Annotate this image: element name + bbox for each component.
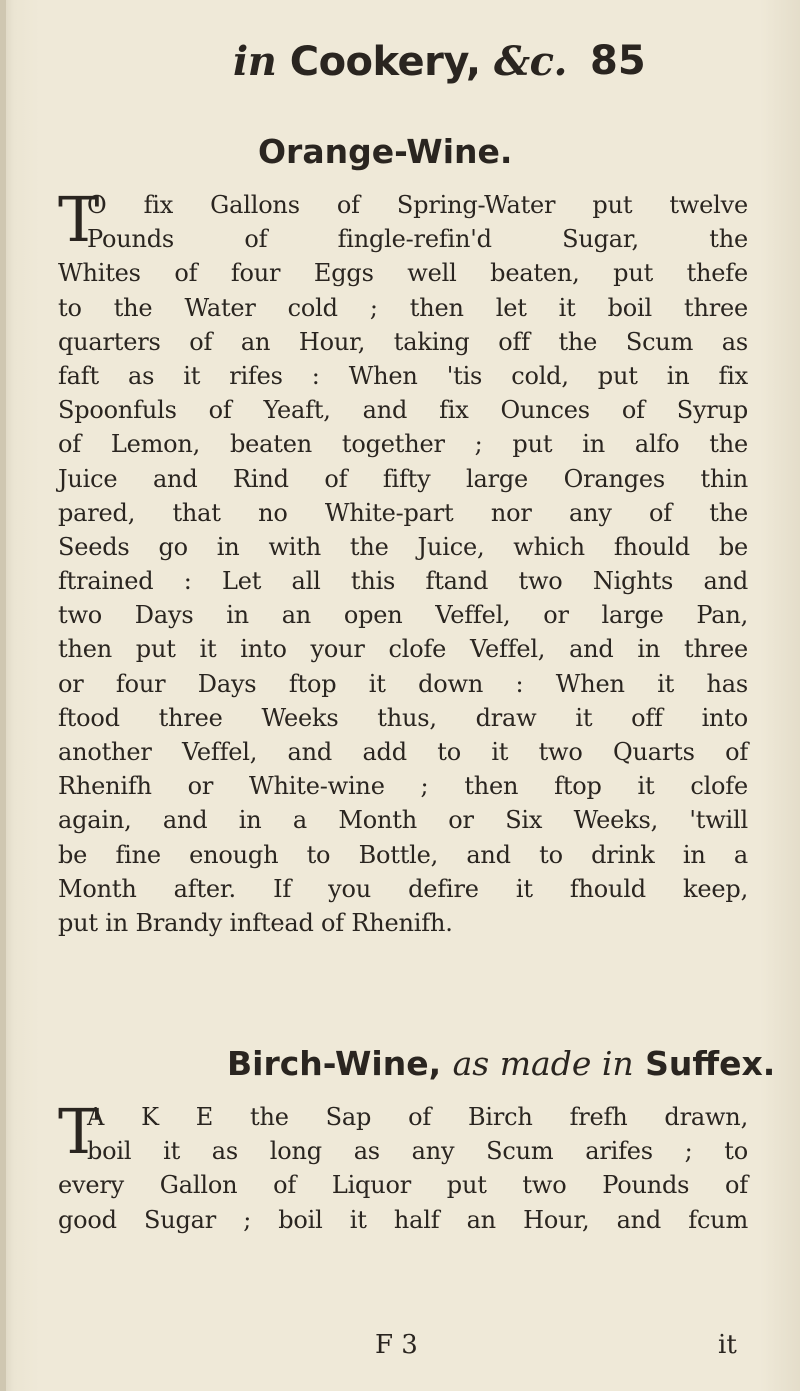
- running-title-etc: &c.: [494, 38, 567, 85]
- drop-capital: T: [58, 1095, 100, 1168]
- recipe-title-orange-wine: Orange-Wine.: [258, 132, 513, 171]
- text-line: Rhenifh or White-wine ; then ftop it clofe: [58, 772, 748, 801]
- signature-mark: F 3: [375, 1330, 418, 1360]
- text-line: Whites of four Eggs well beaten, put thefe: [58, 259, 748, 288]
- text-line: quarters of an Hour, taking off the Scum as: [58, 327, 748, 356]
- running-title-italic: in: [233, 38, 277, 85]
- text-line: of Lemon, beaten together ; put in alfo the: [58, 430, 748, 459]
- page-number: 85: [590, 38, 646, 84]
- running-header: [0, 38, 800, 98]
- text-line: ftrained : Let all this ftand two Nights and: [58, 567, 748, 596]
- page-binding-edge: [0, 0, 6, 1391]
- text-line: ftood three Weeks thus, draw it off into: [58, 703, 748, 732]
- text-line: put in Brandy inftead of Rhenifh.: [58, 908, 453, 937]
- text-line: then put it into your clofe Veffel, and in three: [58, 635, 748, 664]
- text-line: O fix Gallons of Spring-Water put twelve: [87, 191, 748, 219]
- drop-capital: T: [58, 183, 100, 256]
- text-line: A K E the Sap of Birch frefh drawn,: [87, 1103, 748, 1131]
- text-line: Spoonfuls of Yeaft, and fix Ounces of Syrup: [58, 396, 748, 425]
- recipe-title-start: Birch-Wine,: [227, 1044, 453, 1083]
- recipe-body-birch-wine: [58, 1095, 748, 1237]
- text-line: every Gallon of Liquor put two Pounds of: [58, 1171, 748, 1200]
- text-line: to the Water cold ; then let it boil three: [58, 293, 748, 322]
- recipe-body-orange-wine: [58, 183, 748, 940]
- text-line: Month after. If you defire it fhould keep,: [58, 874, 748, 903]
- text-line: Seeds go in with the Juice, which fhould be: [58, 532, 748, 561]
- running-title: [233, 38, 567, 85]
- text-line: another Veffel, and add to it two Quarts of: [58, 738, 748, 766]
- recipe-title-italic: as made in: [452, 1044, 634, 1083]
- text-line: be fine enough to Bottle, and to drink in a: [58, 840, 748, 869]
- text-line: pared, that no White-part nor any of the: [58, 498, 748, 527]
- catchword: it: [718, 1330, 737, 1360]
- text-line: faft as it rifes : When 'tis cold, put in fix: [58, 361, 748, 390]
- running-title-main: Cookery,: [276, 39, 494, 85]
- text-line: Pounds of fingle-refin'd Sugar, the: [87, 225, 748, 254]
- text-line: or four Days ftop it down : When it has: [58, 669, 748, 698]
- recipe-title-end: Suffex.: [633, 1044, 776, 1083]
- text-line: again, and in a Month or Six Weeks, 'twill: [58, 806, 748, 835]
- text-line: Juice and Rind of fifty large Oranges thin: [58, 464, 748, 493]
- recipe-title-birch-wine: [227, 1044, 775, 1083]
- text-line: boil it as long as any Scum arifes ; to: [87, 1137, 748, 1166]
- text-line: two Days in an open Veffel, or large Pan,: [58, 601, 748, 630]
- text-line: good Sugar ; boil it half an Hour, and fcum: [58, 1205, 748, 1234]
